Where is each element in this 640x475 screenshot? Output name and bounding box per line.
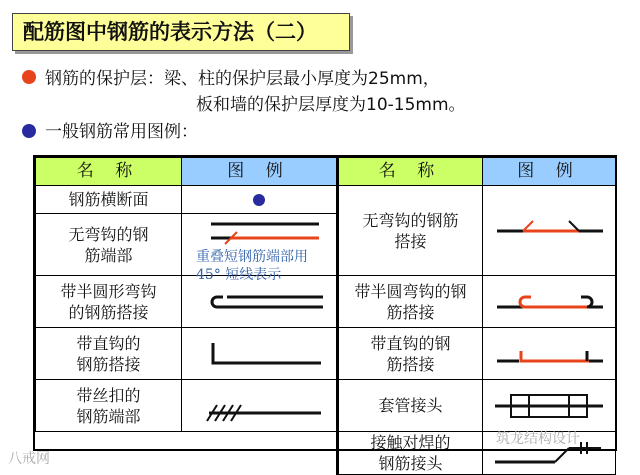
straight-hook-lap-icon [182, 328, 338, 380]
header-figure-left: 图 例 [182, 158, 338, 186]
row-name-cross-section: 钢筋横断面 [36, 186, 182, 214]
rebar-legend-table [33, 155, 617, 473]
bar-end-no-hook-icon [189, 216, 329, 246]
header-name-right: 名 称 [338, 158, 483, 186]
row-name-sleeve-joint: 套管接头 [338, 380, 483, 432]
lap-semicircular-hook-icon [483, 276, 616, 328]
overlap-note: 重叠短钢筋端部用45° 短线表示 [196, 249, 308, 283]
red-bullet-icon [22, 70, 36, 84]
bar-end-no-hook-cell [182, 214, 338, 283]
row-name-straight-hook-lap: 带直钩的钢筋搭接 [36, 328, 182, 380]
cover-text-line-1: 钢筋的保护层：梁、柱的保护层最小厚度为25mm， [45, 69, 440, 89]
watermark-right: 筑龙结构设计 [496, 431, 580, 447]
watermark-left: 八戒网 [8, 451, 50, 467]
semicircular-hook-lap-icon [182, 276, 338, 328]
row-name-lap-semicircular-hook: 带半圆弯钩的钢筋搭接 [338, 276, 483, 328]
row-name-butt-weld: 接触对焊的钢筋接头 [338, 432, 483, 475]
row-name-lap-straight-hook: 带直钩的钢筋搭接 [338, 328, 483, 380]
blue-bullet-icon [22, 124, 36, 138]
lap-straight-hook-icon [483, 328, 616, 380]
steel-cross-section-icon [182, 186, 338, 214]
page-title: 配筋图中钢筋的表示方法（二） [12, 13, 350, 51]
row-name-threaded-end: 带丝扣的钢筋端部 [36, 380, 182, 432]
row-name-lap-no-hook: 无弯钩的钢筋搭接 [338, 186, 483, 276]
lap-no-hook-icon [483, 186, 616, 276]
row-name-semicircular-hook-lap: 带半圆形弯钩的钢筋搭接 [36, 276, 182, 328]
legend-heading: 一般钢筋常用图例： [45, 122, 198, 142]
cover-text-line-2: 板和墙的保护层厚度为10-15mm。 [196, 95, 466, 115]
header-figure-right: 图 例 [483, 158, 616, 186]
header-name-left: 名 称 [36, 158, 182, 186]
row-name-bar-end-no-hook: 无弯钩的钢筋端部 [36, 214, 182, 276]
threaded-bar-end-icon [182, 380, 338, 432]
sleeve-joint-icon [483, 380, 616, 432]
